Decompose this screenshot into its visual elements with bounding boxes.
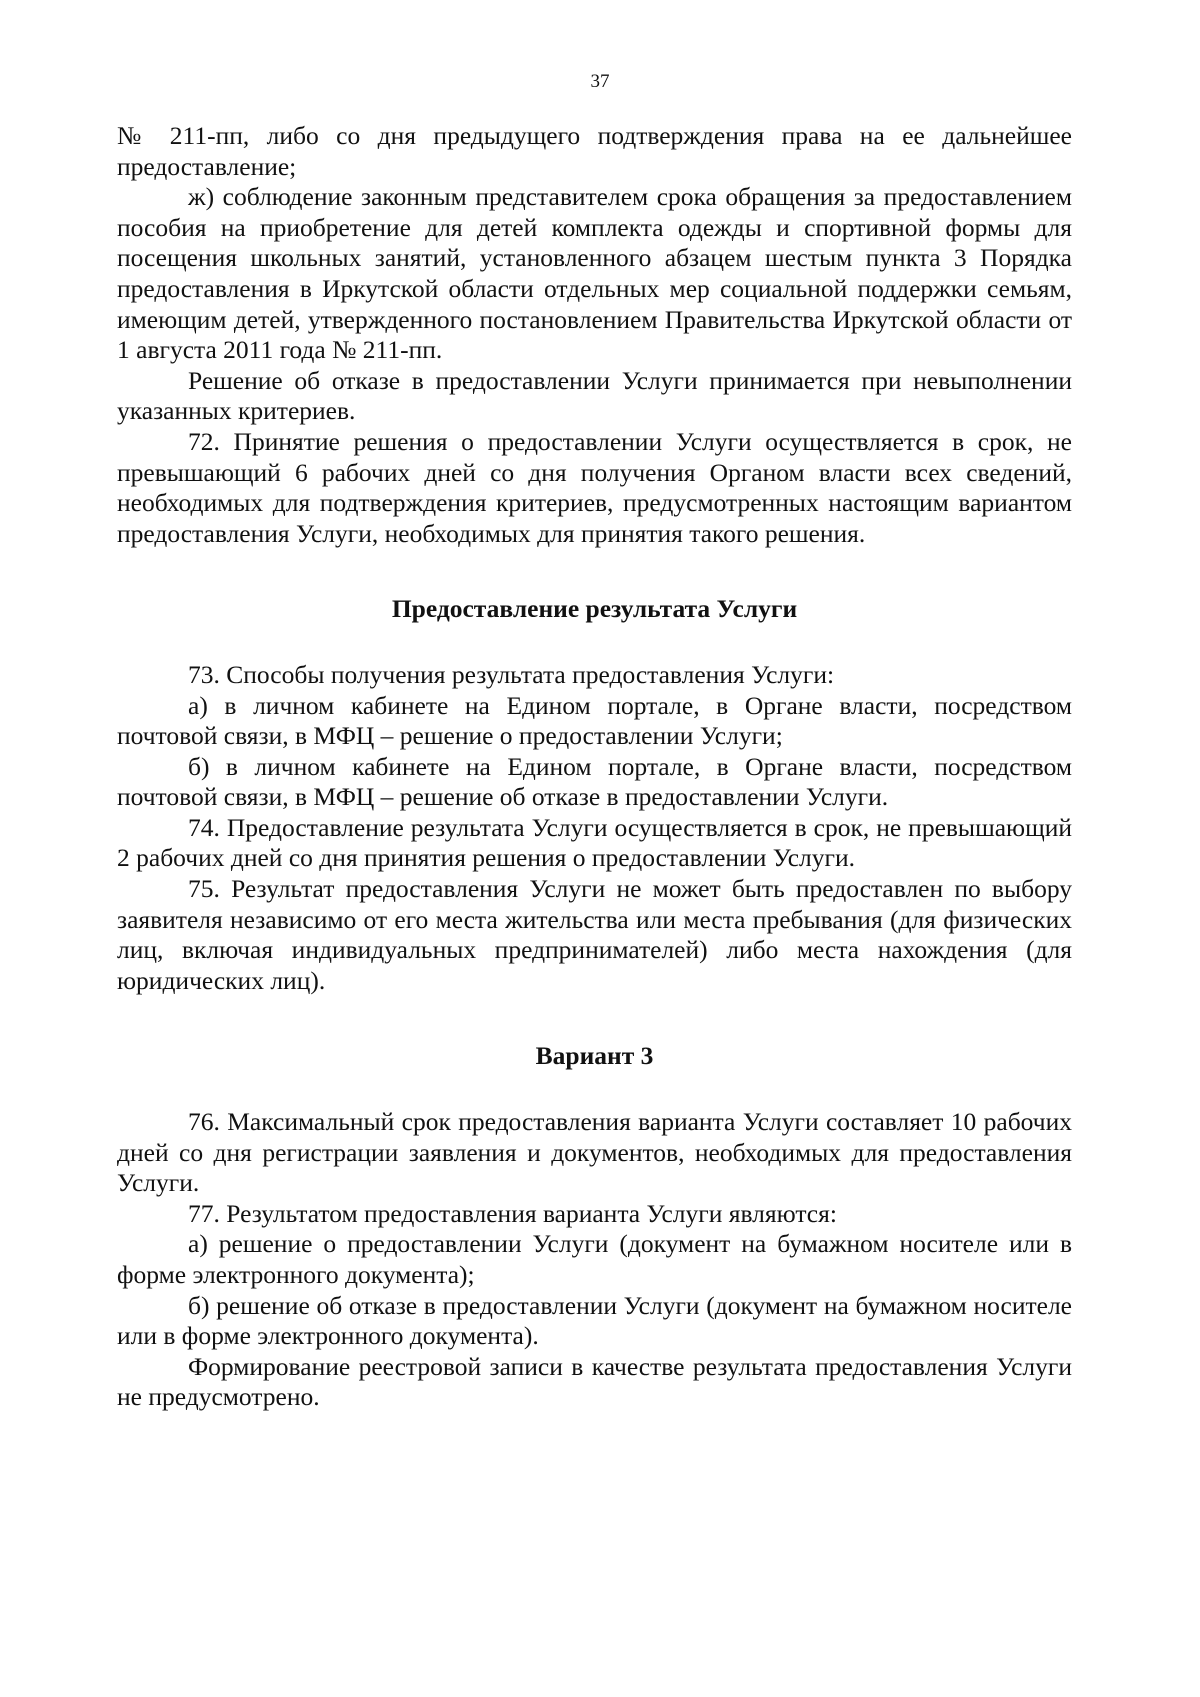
list-item-a: а) решение о предоставлении Услуги (документ на бумажном носителе или в форме электронного документа); [117, 1229, 1072, 1289]
section-heading-variant-3: Вариант 3 [535, 1041, 654, 1071]
paragraph-76: 76. Максимальный срок предоставления варианта Услуги составляет 10 рабочих дней со дня регистрации заявления и документов, необходимых для предоставления Услуги. [117, 1107, 1072, 1198]
paragraph-75: 75. Результат предоставления Услуги не может быть предоставлен по выбору заявителя независимо от его места жительства или места пребывания (для физических лиц, включая индивидуальных предпринимателей) либо места нахождения (для юридических лиц). [117, 874, 1072, 995]
paragraph-73: 73. Способы получения результата предоставления Услуги: [188, 659, 835, 689]
paragraph-refusal-decision: Решение об отказе в предоставлении Услуги принимается при невыполнении указанных критериев. [117, 365, 1072, 426]
list-item-a: а) в личном кабинете на Едином портале, в Органе власти, посредством почтовой связи, в МФЦ – решение о предоставлении Услуги; [117, 690, 1072, 751]
page-number: 37 [590, 71, 610, 92]
spacer [117, 1072, 1072, 1107]
list-item-b: б) решение об отказе в предоставлении Услуги (документ на бумажном носителе или в форме электронного документа). [117, 1290, 1072, 1351]
document-body [117, 121, 1072, 1413]
paragraph-77: 77. Результатом предоставления варианта Услуги являются: [188, 1198, 837, 1228]
spacer [117, 996, 1072, 1041]
spacer [117, 625, 1072, 660]
section-heading-result: Предоставление результата Услуги [391, 594, 798, 624]
paragraph-72: 72. Принятие решения о предоставлении Услуги осуществляется в срок, не превышающий 6 рабочих дней со дня получения Органом власти всех сведений, необходимых для подтверждения критериев, предусмотренных настоящим вариантом предоставления Услуги, необходимых для принятия такого решения. [117, 426, 1072, 548]
paragraph-registry-record: Формирование реестровой записи в качестве результата предоставления Услуги не предусмотрено. [117, 1351, 1072, 1412]
list-item-b: б) в личном кабинете на Едином портале, в Органе власти, посредством почтовой связи, в МФЦ – решение об отказе в предоставлении Услуги. [117, 751, 1072, 812]
paragraph-74: 74. Предоставление результата Услуги осуществляется в срок, не превышающий 2 рабочих дней со дня принятия решения о предоставлении Услуги. [117, 812, 1072, 873]
list-item-zh: ж) соблюдение законным представителем срока обращения за предоставлением пособия на приобретение для детей комплекта одежды и спортивной формы для посещения школьных занятий, установленного абзацем шестым пункта 3 Порядка предоставления в Иркутской области отдельных мер социальной поддержки семьям, имеющим детей, утвержденного постановлением Правительства Иркутской области от 1 августа 2011 года № 211-пп. [117, 182, 1072, 365]
paragraph-continuation: № 211-пп, либо со дня предыдущего подтверждения права на ее дальнейшее предоставление; [117, 121, 1072, 181]
spacer [117, 549, 1072, 594]
